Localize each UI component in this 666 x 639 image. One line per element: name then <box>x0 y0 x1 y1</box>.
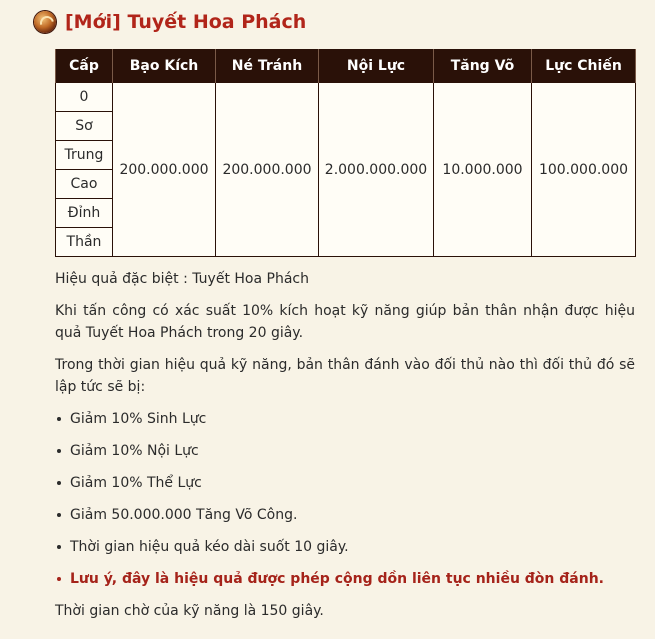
list-item <box>55 536 635 558</box>
value-martial-boost: 10.000.000 <box>434 83 532 257</box>
bronze-orb-icon <box>34 11 56 33</box>
table-row <box>56 83 636 112</box>
value-critical: 200.000.000 <box>113 83 216 257</box>
level-cell: Sơ <box>56 112 113 141</box>
highlight-text: Lưu ý, đây là hiệu quả được phép cộng dồn liên tục nhiều đòn đánh. <box>70 571 604 587</box>
description <box>55 268 635 632</box>
item-title-row <box>34 9 306 35</box>
list-item <box>55 440 635 462</box>
header-level: Cấp <box>56 49 113 83</box>
bullet-icon <box>57 577 61 581</box>
bullet-icon <box>57 545 61 549</box>
table-header-row <box>56 49 636 83</box>
list-item-text: Giảm 10% Sinh Lực <box>70 411 207 427</box>
effect-paragraph: Khi tấn công có xác suất 10% kích hoạt kỹ năng giúp bản thân nhận được hiệu quả Tuyết Hoa Phách trong 20 giây. <box>55 303 635 341</box>
list-item-text: Giảm 10% Nội Lực <box>70 443 199 459</box>
highlight-list-item <box>55 568 635 590</box>
header-critical: Bạo Kích <box>113 49 216 83</box>
list-item <box>55 504 635 526</box>
page-margin <box>655 0 666 639</box>
list-item <box>55 408 635 430</box>
bullet-icon <box>57 513 61 517</box>
level-cell: 0 <box>56 83 113 112</box>
value-inner-power: 2.000.000.000 <box>319 83 434 257</box>
level-cell: Thần <box>56 228 113 257</box>
effect-paragraph: Trong thời gian hiệu quả kỹ năng, bản thân đánh vào đối thủ nào thì đối thủ đó sẽ lập tức sẽ bị: <box>55 357 635 395</box>
list-item-text: Giảm 10% Thể Lực <box>70 475 202 491</box>
bullet-icon <box>57 449 61 453</box>
list-item <box>55 472 635 494</box>
value-combat-power: 100.000.000 <box>532 83 636 257</box>
cooldown-text: Thời gian chờ của kỹ năng là 150 giây. <box>55 603 324 619</box>
header-combat-power: Lực Chiến <box>532 49 636 83</box>
bullet-icon <box>57 417 61 421</box>
list-item-text: Giảm 50.000.000 Tăng Võ Công. <box>70 507 298 523</box>
header-martial-boost: Tăng Võ <box>434 49 532 83</box>
level-cell: Trung <box>56 141 113 170</box>
list-item-text: Thời gian hiệu quả kéo dài suốt 10 giây. <box>70 539 349 555</box>
stats-table <box>55 49 636 257</box>
header-dodge: Né Tránh <box>216 49 319 83</box>
bullet-icon <box>57 481 61 485</box>
level-cell: Cao <box>56 170 113 199</box>
special-effect-label: Hiệu quả đặc biệt : Tuyết Hoa Phách <box>55 271 309 287</box>
header-inner-power: Nội Lực <box>319 49 434 83</box>
value-dodge: 200.000.000 <box>216 83 319 257</box>
item-title: [Mới] Tuyết Hoa Phách <box>65 11 307 33</box>
level-cell: Đỉnh <box>56 199 113 228</box>
